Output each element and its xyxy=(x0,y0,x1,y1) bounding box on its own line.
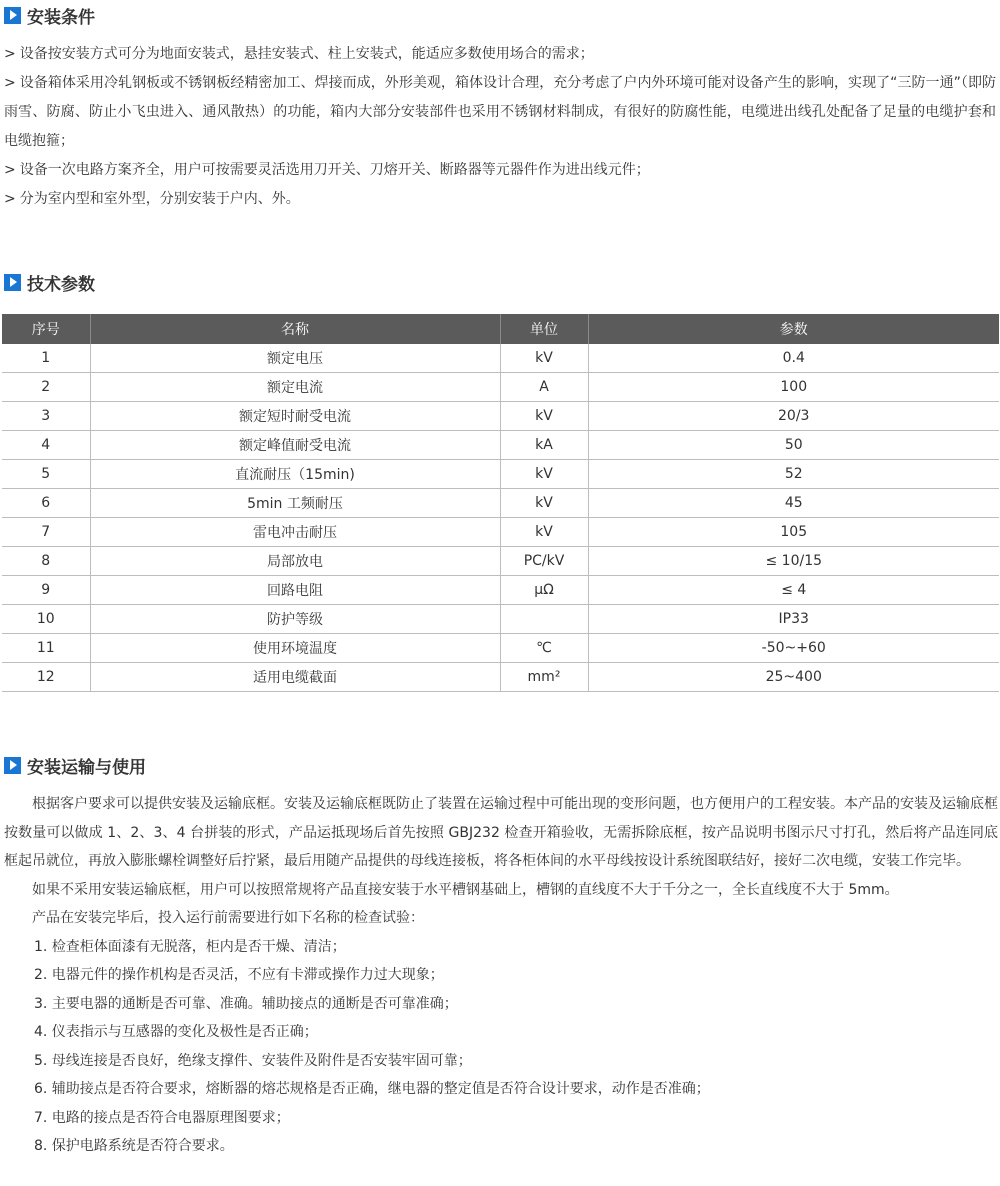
param-value-cell: 105 xyxy=(588,518,999,547)
list-item: > 分为室内型和室外型，分别安装于户内、外。 xyxy=(4,191,300,207)
param-name-cell: 适用电缆截面 xyxy=(90,663,500,692)
check-item: 4. 仪表指示与互感器的变化及极性是否正确； xyxy=(34,1024,318,1040)
param-name-cell: 5min 工频耐压 xyxy=(90,489,500,518)
list-item: > 设备箱体采用冷轧钢板或不锈钢板经精密加工、焊接而成，外形美观，箱体设计合理，充分考虑了户内外环境可能对设备产生的影响，实现了“三防一通”（即防雨雪、防腐、防止小飞虫进入、通风散热）的功能，箱内大部分安装部件也采用不锈钢材料制成，有很好的防腐性能，电缆进出线孔处配备了足量的电缆护套和电缆抱箍； xyxy=(4,75,996,149)
list-item: > 设备一次电路方案齐全，用户可按需要灵活选用刀开关、刀熔开关、断路器等元器件作为进出线元件； xyxy=(4,162,650,178)
section-title-text: 技术参数 xyxy=(27,274,95,295)
param-unit-cell: A xyxy=(500,373,588,402)
param-unit-cell: PC/kV xyxy=(500,547,588,576)
install-conditions-list xyxy=(4,40,996,214)
table-row xyxy=(2,402,999,431)
list-item: > 设备按安装方式可分为地面安装式，悬挂安装式、柱上安装式，能适应多数使用场合的需求； xyxy=(4,46,594,62)
param-name-cell: 雷电冲击耐压 xyxy=(90,518,500,547)
table-row xyxy=(2,576,999,605)
play-triangle-icon xyxy=(4,274,21,291)
usage-paragraph: 如果不采用安装运输底框，用户可以按照常规将产品直接安装于水平槽钢基础上，槽钢的直线度不大于千分之一，全长直线度不大于 5mm。 xyxy=(32,881,899,898)
param-name-cell: 额定短时耐受电流 xyxy=(90,402,500,431)
param-unit-cell: kV xyxy=(500,489,588,518)
param-value-cell: 100 xyxy=(588,373,999,402)
param-unit-cell: kV xyxy=(500,460,588,489)
param-unit-cell: kA xyxy=(500,431,588,460)
param-unit-cell: ℃ xyxy=(500,634,588,663)
check-item: 6. 辅助接点是否符合要求，熔断器的熔芯规格是否正确，继电器的整定值是否符合设计要求，动作是否准确； xyxy=(34,1081,710,1097)
param-unit-cell: μΩ xyxy=(500,576,588,605)
play-triangle-icon xyxy=(4,7,21,24)
row-index-cell: 8 xyxy=(2,547,90,576)
table-row xyxy=(2,344,999,373)
param-name-cell: 直流耐压（15min) xyxy=(90,460,500,489)
check-item: 3. 主要电器的通断是否可靠、准确。辅助接点的通断是否可靠准确； xyxy=(34,995,458,1012)
table-row xyxy=(2,547,999,576)
param-value-cell: 50 xyxy=(588,431,999,460)
row-index-cell: 7 xyxy=(2,518,90,547)
check-item: 1. 检查柜体面漆有无脱落，柜内是否干燥、清洁； xyxy=(34,938,346,955)
param-name-cell: 回路电阻 xyxy=(90,576,500,605)
row-index-cell: 11 xyxy=(2,634,90,663)
param-value-cell: ≤ 4 xyxy=(588,576,999,605)
tech-params-table xyxy=(2,314,999,692)
param-value-cell: 0.4 xyxy=(588,344,999,373)
table-row xyxy=(2,460,999,489)
bullet-marker: > xyxy=(4,75,16,91)
param-unit-cell: kV xyxy=(500,402,588,431)
table-row xyxy=(2,663,999,692)
param-name-cell: 使用环境温度 xyxy=(90,634,500,663)
param-value-cell: ≤ 10/15 xyxy=(588,547,999,576)
param-value-cell: 25~400 xyxy=(588,663,999,692)
row-index-cell: 3 xyxy=(2,402,90,431)
check-item: 2. 电器元件的操作机构是否灵活，不应有卡滞或操作力过大现象； xyxy=(34,967,444,983)
table-header-row xyxy=(2,314,999,344)
row-index-cell: 9 xyxy=(2,576,90,605)
section-title-text: 安装运输与使用 xyxy=(27,757,146,778)
row-index-cell: 4 xyxy=(2,431,90,460)
check-item: 5. 母线连接是否良好，绝缘支撑件、安装件及附件是否安装牢固可靠； xyxy=(34,1052,472,1069)
row-index-cell: 2 xyxy=(2,373,90,402)
section-title-usage xyxy=(4,753,146,777)
section-title-tech-params xyxy=(4,270,95,294)
param-value-cell: 52 xyxy=(588,460,999,489)
row-index-cell: 5 xyxy=(2,460,90,489)
column-header: 名称 xyxy=(90,314,500,344)
table-row xyxy=(2,489,999,518)
row-index-cell: 6 xyxy=(2,489,90,518)
param-name-cell: 局部放电 xyxy=(90,547,500,576)
row-index-cell: 1 xyxy=(2,344,90,373)
row-index-cell: 10 xyxy=(2,605,90,634)
section-title-text: 安装条件 xyxy=(27,7,95,28)
check-item: 7. 电路的接点是否符合电器原理图要求； xyxy=(34,1109,290,1126)
param-unit-cell xyxy=(500,605,588,634)
table-row xyxy=(2,605,999,634)
param-value-cell: 45 xyxy=(588,489,999,518)
table-row xyxy=(2,518,999,547)
param-name-cell: 额定峰值耐受电流 xyxy=(90,431,500,460)
param-unit-cell: kV xyxy=(500,344,588,373)
param-value-cell: IP33 xyxy=(588,605,999,634)
param-value-cell: 20/3 xyxy=(588,402,999,431)
table-row xyxy=(2,373,999,402)
usage-content xyxy=(4,790,998,1161)
param-name-cell: 防护等级 xyxy=(90,605,500,634)
column-header: 参数 xyxy=(588,314,999,344)
column-header: 单位 xyxy=(500,314,588,344)
bullet-marker: > xyxy=(4,46,16,62)
play-triangle-icon xyxy=(4,757,21,774)
table-row xyxy=(2,634,999,663)
usage-paragraph: 产品在安装完毕后，投入运行前需要进行如下名称的检查试验： xyxy=(32,910,424,926)
row-index-cell: 12 xyxy=(2,663,90,692)
bullet-marker: > xyxy=(4,191,16,207)
usage-paragraph: 根据客户要求可以提供安装及运输底框。安装及运输底框既防止了装置在运输过程中可能出现的变形问题，也方便用户的工程安装。本产品的安装及运输底框按数量可以做成 1、2、3、4 台拼装的形式，产品运抵现场后首先按照 GBJ232 检查开箱验收，无需拆除底框，按产品说明书图示尺寸打孔，然后将产品连同底框起吊就位，再放入膨胀螺栓调整好后拧紧，最后用随产品提供的母线连接板，将各柜体间的水平母线按设计系统图联结好，接好二次电缆，安装工作完毕。 xyxy=(4,796,998,869)
bullet-marker: > xyxy=(4,162,16,178)
param-unit-cell: kV xyxy=(500,518,588,547)
check-item: 8. 保护电路系统是否符合要求。 xyxy=(34,1138,234,1154)
param-name-cell: 额定电流 xyxy=(90,373,500,402)
table-row xyxy=(2,431,999,460)
param-name-cell: 额定电压 xyxy=(90,344,500,373)
param-value-cell: -50~+60 xyxy=(588,634,999,663)
section-title-install-conditions xyxy=(4,3,95,27)
column-header: 序号 xyxy=(2,314,90,344)
param-unit-cell: mm² xyxy=(500,663,588,692)
